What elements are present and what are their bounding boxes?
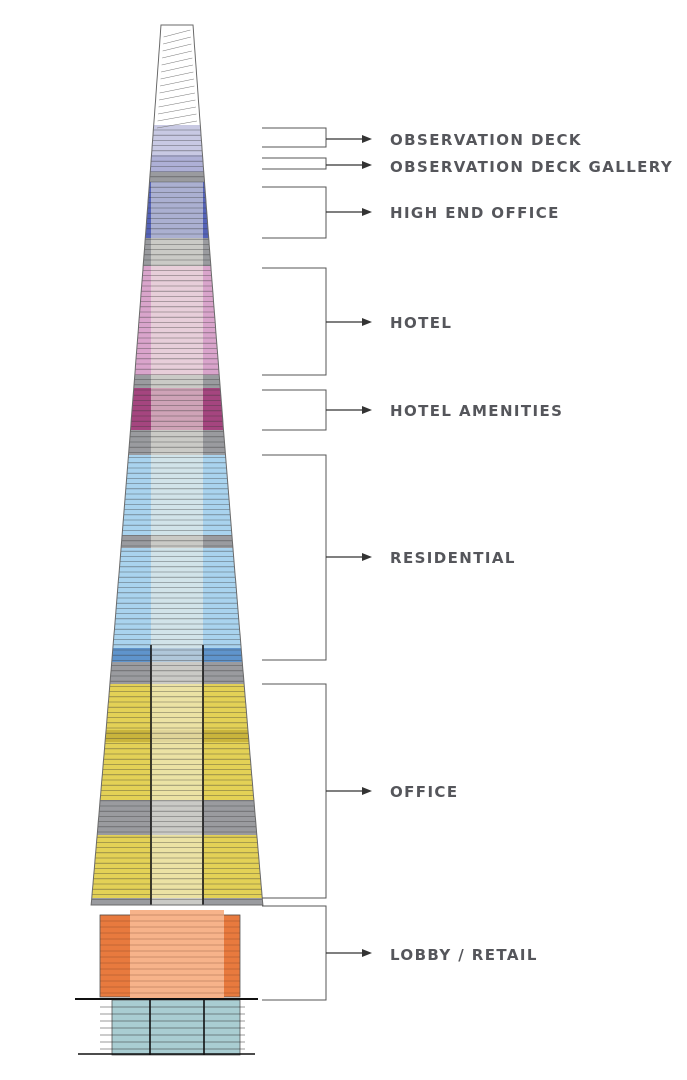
program-band [80, 125, 280, 155]
zone-hotel-amenities [262, 390, 563, 430]
tower-core [151, 182, 203, 1000]
lobby-interior [130, 910, 224, 998]
label-high-end-office: HIGH END OFFICE [390, 204, 560, 222]
bracket-lobby-retail [262, 906, 326, 1000]
basement-levels [112, 1000, 240, 1055]
bracket-observation-deck-gallery [262, 158, 326, 169]
label-lobby-retail: LOBBY / RETAIL [390, 946, 538, 964]
zone-lobby-retail [262, 906, 538, 1000]
label-office: OFFICE [390, 783, 459, 801]
zone-residential [262, 455, 516, 660]
label-hotel-amenities: HOTEL AMENITIES [390, 402, 564, 420]
zone-annotations [262, 128, 673, 1000]
arrowhead-high-end-office [362, 208, 372, 216]
zone-hotel [262, 268, 452, 375]
label-residential: RESIDENTIAL [390, 549, 516, 567]
arrowhead-office [362, 787, 372, 795]
program-band [80, 155, 280, 172]
ground-lines [75, 910, 258, 1055]
arrowhead-observation-deck-gallery [362, 161, 372, 169]
bracket-residential [262, 455, 326, 660]
tower-section [80, 25, 280, 1000]
bracket-hotel [262, 268, 326, 375]
zone-office [262, 684, 458, 898]
arrowhead-hotel-amenities [362, 406, 372, 414]
bracket-office [262, 684, 326, 898]
arrowhead-lobby-retail [362, 949, 372, 957]
bracket-high-end-office [262, 187, 326, 238]
arrowhead-hotel [362, 318, 372, 326]
label-hotel: HOTEL [390, 314, 453, 332]
zone-high-end-office [262, 187, 560, 238]
arrowhead-residential [362, 553, 372, 561]
arrowhead-observation-deck [362, 135, 372, 143]
bracket-observation-deck [262, 128, 326, 147]
zone-observation-deck-gallery [262, 158, 673, 176]
core-strip [151, 182, 203, 1000]
zone-observation-deck [262, 128, 582, 149]
label-observation-deck: OBSERVATION DECK [390, 131, 582, 149]
bracket-hotel-amenities [262, 390, 326, 430]
label-observation-deck-gallery: OBSERVATION DECK GALLERY [390, 158, 674, 176]
